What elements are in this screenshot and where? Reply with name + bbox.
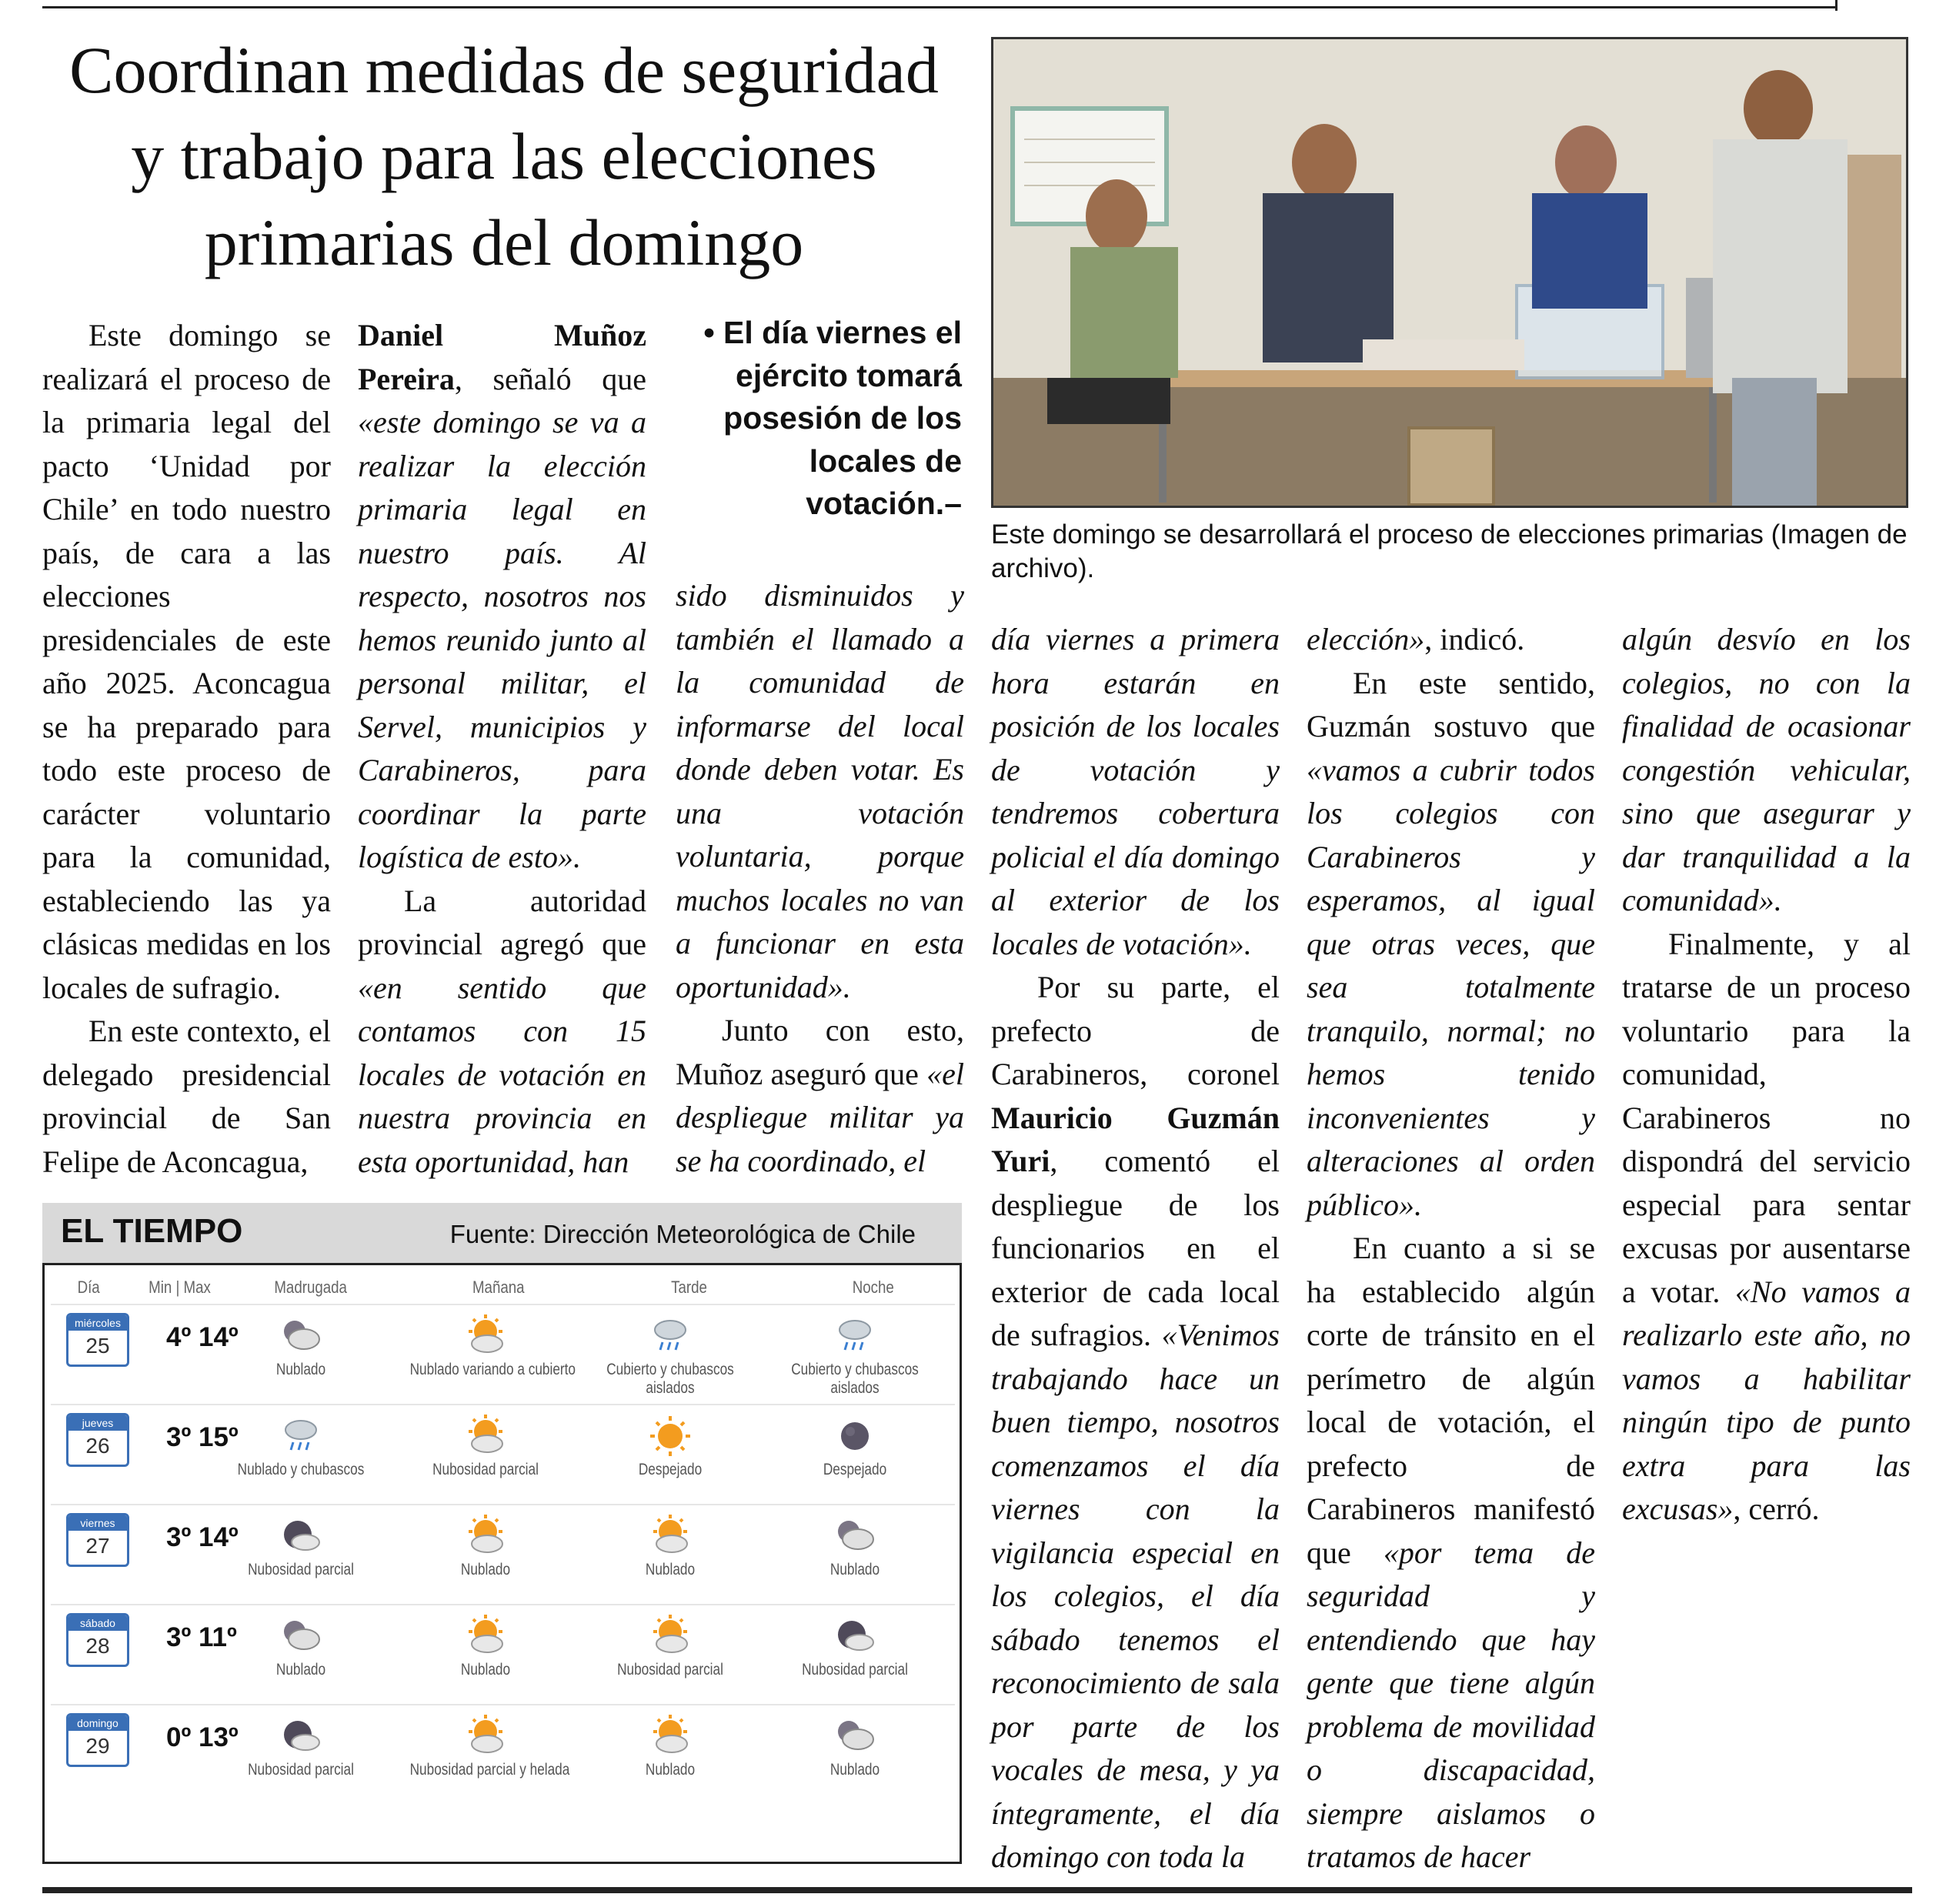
calendar-icon — [66, 1413, 129, 1467]
calendar-weekday: jueves — [68, 1415, 127, 1431]
cloud-rain-icon — [278, 1413, 324, 1458]
weather-cell — [578, 1405, 763, 1504]
sun-icon — [647, 1413, 693, 1458]
text-run: La autoridad provincial agregó que — [358, 883, 646, 961]
article-paragraph — [991, 966, 1280, 1879]
text-run: En este contexto, el delegado presidencial provincial de San Felipe de Aconcagua, — [42, 1014, 331, 1179]
cloud-rain-icon — [647, 1313, 693, 1358]
moon-cloud-icon — [278, 1513, 324, 1558]
min-max-temperature: 4º 14º — [166, 1322, 239, 1352]
article-paragraph — [1307, 1227, 1595, 1879]
cloudy-night-icon — [832, 1513, 878, 1558]
weather-col-header: Noche — [852, 1278, 894, 1297]
weather-condition: Nublado — [460, 1561, 511, 1578]
calendar-weekday: viernes — [68, 1515, 127, 1531]
weather-condition: Cubierto y chubascos aislados — [791, 1361, 919, 1397]
headline-line: Coordinan medidas de seguridad — [69, 33, 939, 107]
bottom-rule — [42, 1887, 1912, 1893]
weather-condition: Nubosidad parcial — [432, 1461, 539, 1478]
weather-title: EL TIEMPO — [61, 1212, 243, 1250]
weather-cell — [763, 1505, 947, 1604]
text-run: Junto con esto, Muñoz aseguró que — [676, 1013, 964, 1091]
quote: algún desvío en los colegios, no con la finalidad de ocasionar congestión vehicular, sino que asegurar y dar tranquilidad a la comunidad». — [1622, 622, 1911, 917]
weather-condition: Cubierto y chubascos aislados — [606, 1361, 734, 1397]
sun-cloud-icon — [462, 1413, 509, 1458]
min-max-temperature: 3º 14º — [166, 1522, 239, 1552]
calendar-date: 27 — [85, 1534, 110, 1558]
article-paragraph — [676, 1009, 964, 1183]
top-rule-divider — [1835, 0, 1838, 11]
article-paragraph — [1307, 618, 1595, 662]
text-run: , señaló que — [454, 361, 646, 396]
weather-condition: Nublado — [275, 1361, 326, 1378]
sun-cloud-icon — [647, 1713, 693, 1758]
quote: «en sentido que contamos con 15 locales de votación en nuestra provincia en esta oportunidad, han — [358, 970, 646, 1179]
text-run: Por su parte, el prefecto de Carabineros, coronel — [991, 970, 1280, 1091]
quote: «vamos a cubrir todos los colegios con Carabineros y esperamos, al igual que otras veces, que sea totalmente tranquilo, normal; no hemos tenido inconvenientes y alteraciones al orden público». — [1307, 752, 1595, 1222]
pull-quote: • El día viernes el ejército tomará posesión de los locales de votación.– — [703, 315, 962, 521]
calendar-date: 29 — [85, 1734, 110, 1758]
weather-condition: Despejado — [638, 1461, 703, 1478]
weather-cell — [763, 1605, 947, 1704]
sun-cloud-icon — [647, 1513, 693, 1558]
weather-col-header: Madrugada — [274, 1278, 347, 1297]
quote: sido disminuidos y también el llamado a la comunidad de informarse del local donde deben votar. Es una votación voluntaria, porque muchos locales no van a funcionar en esta oportunidad». — [676, 578, 964, 1004]
weather-row — [51, 1504, 955, 1604]
sun-cloud-icon — [647, 1613, 693, 1658]
text-run: En cuanto a si se ha establecido algún corte de tránsito en el perímetro de algún local de votación, el prefecto de Carabineros manifestó que — [1307, 1231, 1595, 1570]
weather-cell — [763, 1305, 947, 1404]
headline-line: primarias del domingo — [204, 205, 804, 279]
min-max-temperature: 3º 11º — [166, 1622, 237, 1652]
weather-cell — [763, 1405, 947, 1504]
text-run: En este sentido, Guzmán sostuvo que — [1307, 665, 1595, 743]
text-run: , cerró. — [1733, 1491, 1820, 1526]
sun-cloud-icon — [462, 1513, 509, 1558]
calendar-icon — [66, 1513, 129, 1567]
weather-condition: Nubosidad parcial — [802, 1661, 908, 1679]
weather-cell — [209, 1705, 393, 1804]
sun-cloud-icon — [462, 1313, 509, 1358]
weather-cell — [393, 1605, 578, 1704]
article-paragraph — [676, 574, 964, 1009]
weather-condition: Nublado — [275, 1661, 326, 1679]
weather-cell — [209, 1605, 393, 1704]
article-paragraph — [991, 618, 1280, 966]
cloudy-night-icon — [278, 1313, 324, 1358]
quote: día viernes a primera hora estarán en posición de los locales de votación y tendremos cobertura policial el día domingo al exterior de los locales de votación». — [991, 622, 1280, 961]
min-max-temperature: 3º 15º — [166, 1422, 239, 1452]
weather-condition: Nublado y chubascos — [237, 1461, 365, 1478]
weather-col-header: Min | Max — [149, 1278, 211, 1297]
calendar-icon — [66, 1313, 129, 1367]
calendar-weekday: domingo — [68, 1715, 127, 1731]
moon-cloud-icon — [278, 1713, 324, 1758]
quote: «No vamos a realizarlo este año, no vamos a habilitar ningún tipo de punto extra para las excusas» — [1622, 1274, 1911, 1526]
moon-icon — [832, 1413, 878, 1458]
article-column-2 — [358, 314, 646, 1184]
weather-condition: Nubosidad parcial — [617, 1661, 723, 1679]
weather-condition: Nubosidad parcial — [248, 1761, 354, 1779]
weather-condition: Nublado — [829, 1761, 880, 1779]
quote: «Venimos trabajando hace un buen tiempo, nosotros comenzamos el día viernes con la vigilancia especial en los colegios, el día sábado tenemos el reconocimiento de sala por parte de los vocales de mesa, y ya íntegramente, el día domingo con toda la — [991, 1318, 1280, 1874]
quote: «el despliegue militar ya se ha coordinado, el — [676, 1056, 964, 1178]
quote: elección» — [1307, 622, 1425, 656]
headline — [42, 27, 966, 286]
article-paragraph: Este domingo se realizará el proceso de la primaria legal del pacto ‘Unidad por Chile’ en todo nuestro país, de cara a las elecciones presidenciales de este año 2025. Aconcagua se ha preparado para todo este proceso de carácter voluntario para la comunidad, estableciendo las ya clásicas medidas en los locales de sufragio. — [42, 318, 331, 1005]
article-paragraph — [1307, 662, 1595, 1228]
text-run: , comentó el despliegue de los funcionarios en el exterior de cada local de sufragios. — [991, 1144, 1280, 1352]
weather-cell — [393, 1705, 578, 1804]
calendar-weekday: miércoles — [68, 1315, 127, 1331]
article-column-6 — [1622, 618, 1911, 1532]
weather-cell — [393, 1405, 578, 1504]
weather-cell — [209, 1405, 393, 1504]
weather-condition: Despejado — [823, 1461, 887, 1478]
weather-condition: Nublado — [829, 1561, 880, 1578]
photo-illustration — [993, 39, 1906, 506]
cloud-rain-icon — [832, 1313, 878, 1358]
quote: «por tema de seguridad y entendiendo que hay gente que tiene algún problema de movilidad o discapacidad, siempre aislamos o tratamos de hacer — [1307, 1535, 1595, 1874]
person-name: Mauricio Guzmán Yuri — [991, 1100, 1280, 1178]
article-column-1 — [42, 314, 331, 1184]
moon-cloud-icon — [832, 1613, 878, 1658]
weather-condition: Nubosidad parcial — [248, 1561, 354, 1578]
article-column-4 — [991, 618, 1280, 1879]
weather-condition: Nublado variando a cubierto — [409, 1361, 576, 1378]
weather-header — [42, 1203, 962, 1263]
weather-cell — [578, 1605, 763, 1704]
calendar-date: 25 — [85, 1334, 110, 1358]
text-run: Finalmente, y al tratarse de un proceso voluntario para la comunidad, Carabineros no dispondrá del servicio especial para sentar excusas por ausentarse a votar. — [1622, 926, 1911, 1309]
calendar-date: 26 — [85, 1434, 110, 1458]
weather-cell — [209, 1305, 393, 1404]
weather-cell — [209, 1505, 393, 1604]
calendar-icon — [66, 1713, 129, 1767]
calendar-date: 28 — [85, 1634, 110, 1658]
article-paragraph — [358, 880, 646, 1184]
calendar-icon — [66, 1613, 129, 1667]
weather-cell — [393, 1305, 578, 1404]
weather-condition: Nublado — [645, 1561, 696, 1578]
weather-cell — [763, 1705, 947, 1804]
weather-row — [51, 1704, 955, 1804]
headline-line: y trabajo para las elecciones — [131, 119, 877, 193]
weather-cell — [393, 1505, 578, 1604]
sun-cloud-icon — [462, 1613, 509, 1658]
article-paragraph — [42, 1010, 331, 1184]
top-rule — [42, 6, 1835, 8]
weather-condition: Nublado — [645, 1761, 696, 1779]
cloudy-night-icon — [278, 1613, 324, 1658]
weather-row — [51, 1404, 955, 1504]
article-paragraph — [1622, 923, 1911, 1532]
calendar-weekday: sábado — [68, 1615, 127, 1631]
person-name: Daniel Muñoz Pereira — [358, 318, 646, 396]
weather-col-header: Tarde — [671, 1278, 707, 1297]
weather-cell — [578, 1505, 763, 1604]
weather-col-header: Día — [77, 1278, 100, 1297]
article-paragraph — [1622, 618, 1911, 923]
weather-box — [42, 1203, 962, 1864]
article-column-3 — [676, 574, 964, 1183]
min-max-temperature: 0º 13º — [166, 1722, 239, 1752]
cloudy-night-icon — [832, 1713, 878, 1758]
sun-cloud-icon — [462, 1713, 509, 1758]
article-paragraph — [358, 314, 646, 880]
weather-col-header: Mañana — [472, 1278, 525, 1297]
weather-cell — [578, 1305, 763, 1404]
article-photo — [991, 37, 1908, 508]
weather-condition: Nublado — [460, 1661, 511, 1679]
text-run: , indicó. — [1424, 622, 1525, 656]
weather-condition: Nubosidad parcial y helada — [409, 1761, 570, 1779]
photo-caption: Este domingo se desarrollará el proceso de elecciones primarias (Imagen de archivo). — [991, 519, 1908, 583]
weather-table — [42, 1263, 962, 1864]
weather-cell — [578, 1705, 763, 1804]
article-column-5 — [1307, 618, 1595, 1879]
weather-source: Fuente: Dirección Meteorológica de Chile — [449, 1220, 916, 1248]
weather-row — [51, 1604, 955, 1704]
quote: «este domingo se va a realizar la elección primaria legal en nuestro país. Al respecto, nosotros nos hemos reunido junto al personal militar, el Servel, municipios y Carabineros, para coordinar la parte logística de esto». — [358, 405, 646, 874]
weather-row — [51, 1304, 955, 1404]
